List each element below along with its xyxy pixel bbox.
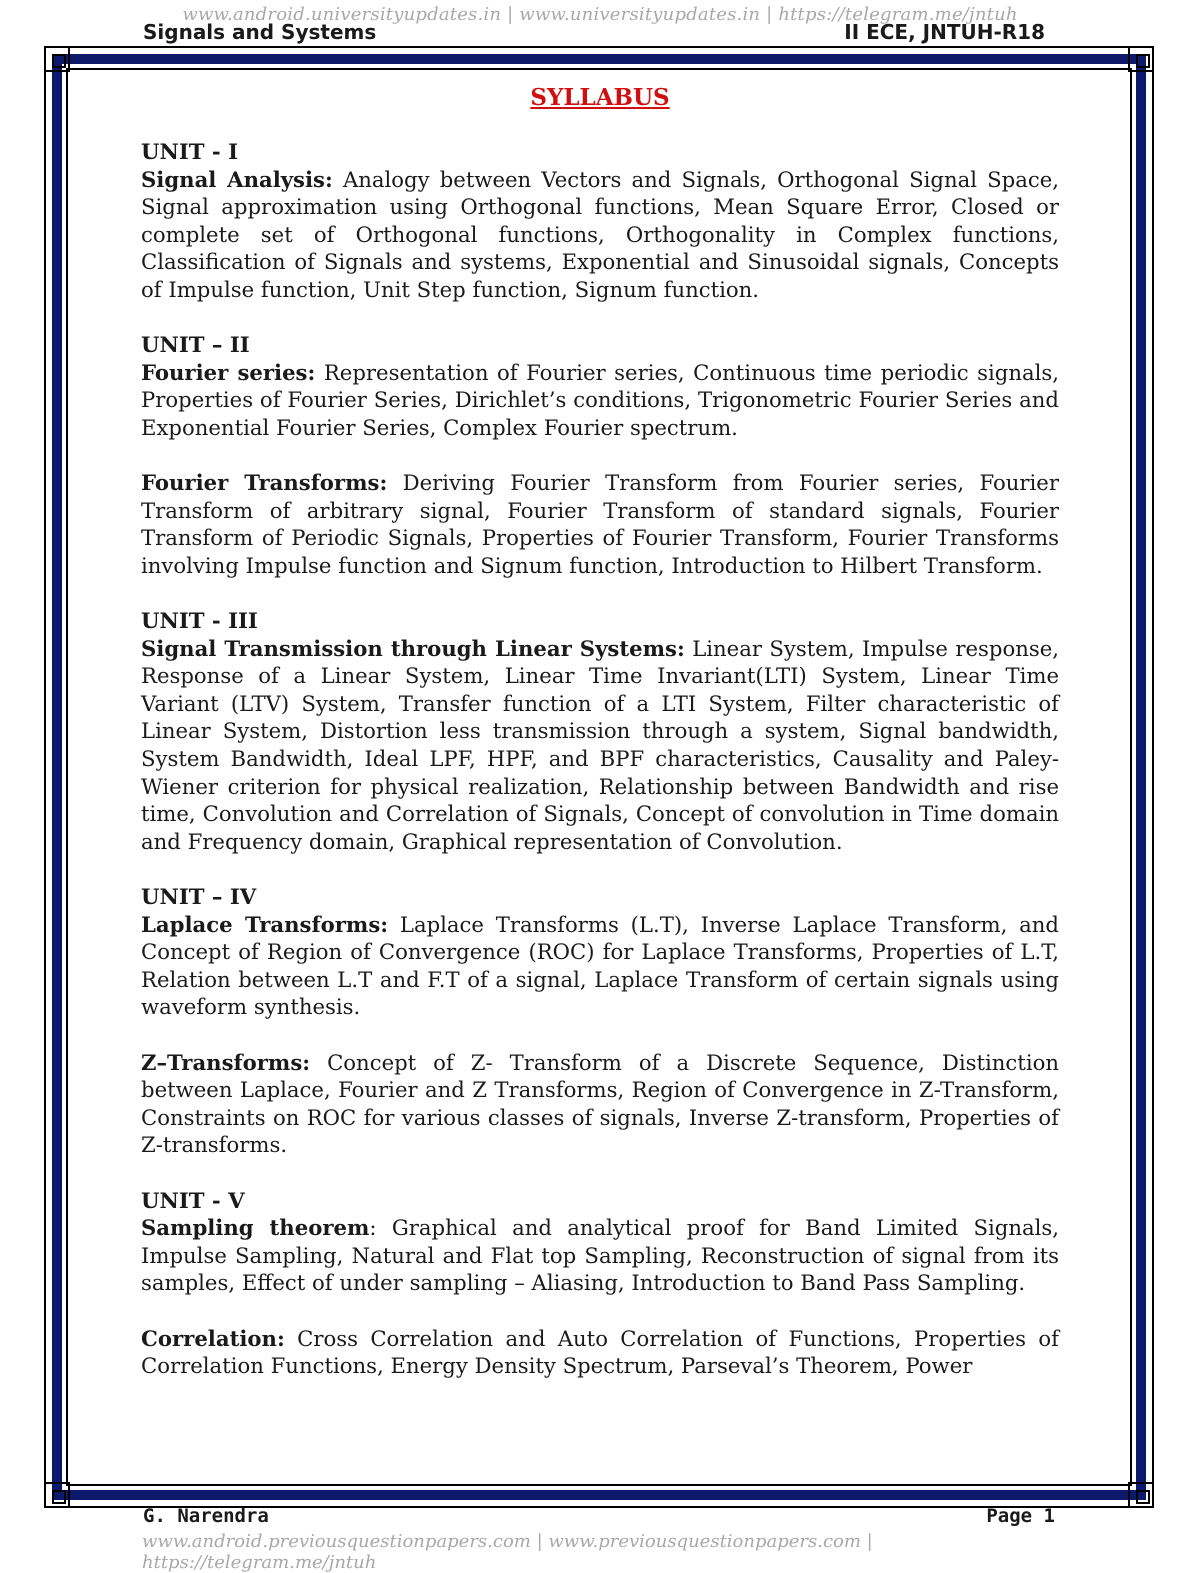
topic-label: Fourier Transforms: [141, 470, 388, 496]
watermark-bottom: www.android.previousquestionpapers.com | www.previousquestionpapers.com | https://telegram.me/jntuh [142, 1531, 873, 1573]
topic-text: Cross Correlation and Auto Correlation of Functions, Properties of Correlation Functions, Energy Density Spectrum, Parseval’s Theorem, Power [141, 1325, 1059, 1379]
unit-paragraph [141, 359, 1059, 442]
unit-heading: UNIT – IV [141, 884, 257, 910]
topic-label: Sampling theorem [141, 1215, 370, 1241]
topic-text: : Graphical and analytical proof for Band Limited Signals, Impulse Sampling, Natural and Flat top Sampling, Reconstruction of signal from its samples, Effect of under sampling – Aliasing, Introduction to Band Pass Sampling. [141, 1215, 1059, 1296]
unit-paragraph [141, 1214, 1059, 1297]
topic-text: Analogy between Vectors and Signals, Orthogonal Signal Space, Signal approximation using Orthogonal functions, Mean Square Error, Closed or complete set of Orthogonal functions, Orthogonality in Complex functions, Classification of Signals and systems, Exponential and Sinusoidal signals, Concepts of Impulse function, Unit Step function, Signum function. [141, 166, 1059, 302]
unit-paragraph [141, 635, 1059, 856]
syllabus-content [141, 138, 1059, 1380]
unit-heading: UNIT - III [141, 608, 258, 634]
topic-label: Signal Analysis: [141, 166, 333, 192]
topic-label: Signal Transmission through Linear Systems: [141, 635, 685, 661]
unit-paragraph [141, 1049, 1059, 1159]
header-subject: Signals and Systems [143, 20, 377, 44]
unit-heading: UNIT - I [141, 139, 238, 164]
page-title: SYLLABUS [530, 84, 670, 111]
footer-page-number: Page 1 [986, 1505, 1055, 1527]
unit-paragraph [141, 469, 1059, 579]
topic-text: Concept of Z- Transform of a Discrete Sequence, Distinction between Laplace, Fourier and Z Transforms, Region of Convergence in Z-Transform, Constraints on ROC for various classes of signals, Inverse Z-transform, Properties of Z-transforms. [141, 1049, 1059, 1158]
topic-text: Laplace Transforms (L.T), Inverse Laplace Transform, and Concept of Region of Convergence (ROC) for Laplace Transforms, Properties of L.T, Relation between L.T and F.T of a signal, Laplace Transform of certain signals using waveform synthesis. [141, 911, 1059, 1020]
topic-label: Fourier series: [141, 359, 316, 385]
unit-heading: UNIT - V [141, 1187, 245, 1213]
footer-author: G. Narendra [143, 1505, 269, 1527]
corner-ornament-top-left [44, 46, 70, 72]
corner-ornament-bottom-right [1128, 1482, 1154, 1508]
unit-paragraph [141, 166, 1059, 304]
topic-text: Deriving Fourier Transform from Fourier series, Fourier Transform of arbitrary signal, Fourier Transform of standard signals, Fourier Transform of Periodic Signals, Properties of Fourier Transform, Fourier Transforms involving Impulse function and Signum function, Introduction to Hilbert Transform. [141, 470, 1059, 578]
topic-label: Z–Transforms: [141, 1049, 311, 1075]
header-course: II ECE, JNTUH-R18 [844, 20, 1045, 44]
unit-heading: UNIT – II [141, 332, 250, 358]
topic-text: Linear System, Impulse response, Response of a Linear System, Linear Time Invariant(LTI) System, Linear Time Variant (LTV) System, Transfer function of a LTI System, Filter characteristic of Linear System, Distortion less transmission through a system, Signal bandwidth, System Bandwidth, Ideal LPF, HPF, and BPF characteristics, Causality and Paley-Wiener criterion for physical realization, Relationship between Bandwidth and rise time, Convolution and Correlation of Signals, Concept of convolution in Time domain and Frequency domain, Graphical representation of Convolution. [141, 635, 1059, 854]
watermark-top: www.android.universityupdates.in | www.universityupdates.in | https://telegram.me/jntuh [182, 4, 1018, 25]
corner-ornament-bottom-left [44, 1482, 70, 1508]
unit-paragraph [141, 911, 1059, 1021]
unit-paragraph [141, 1325, 1059, 1380]
topic-label: Correlation: [141, 1325, 285, 1351]
topic-label: Laplace Transforms: [141, 911, 389, 937]
corner-ornament-top-right [1128, 46, 1154, 72]
topic-text: Representation of Fourier series, Continuous time periodic signals, Properties of Fourier Series, Dirichlet’s conditions, Trigonometric Fourier Series and Exponential Fourier Series, Complex Fourier spectrum. [141, 359, 1060, 440]
